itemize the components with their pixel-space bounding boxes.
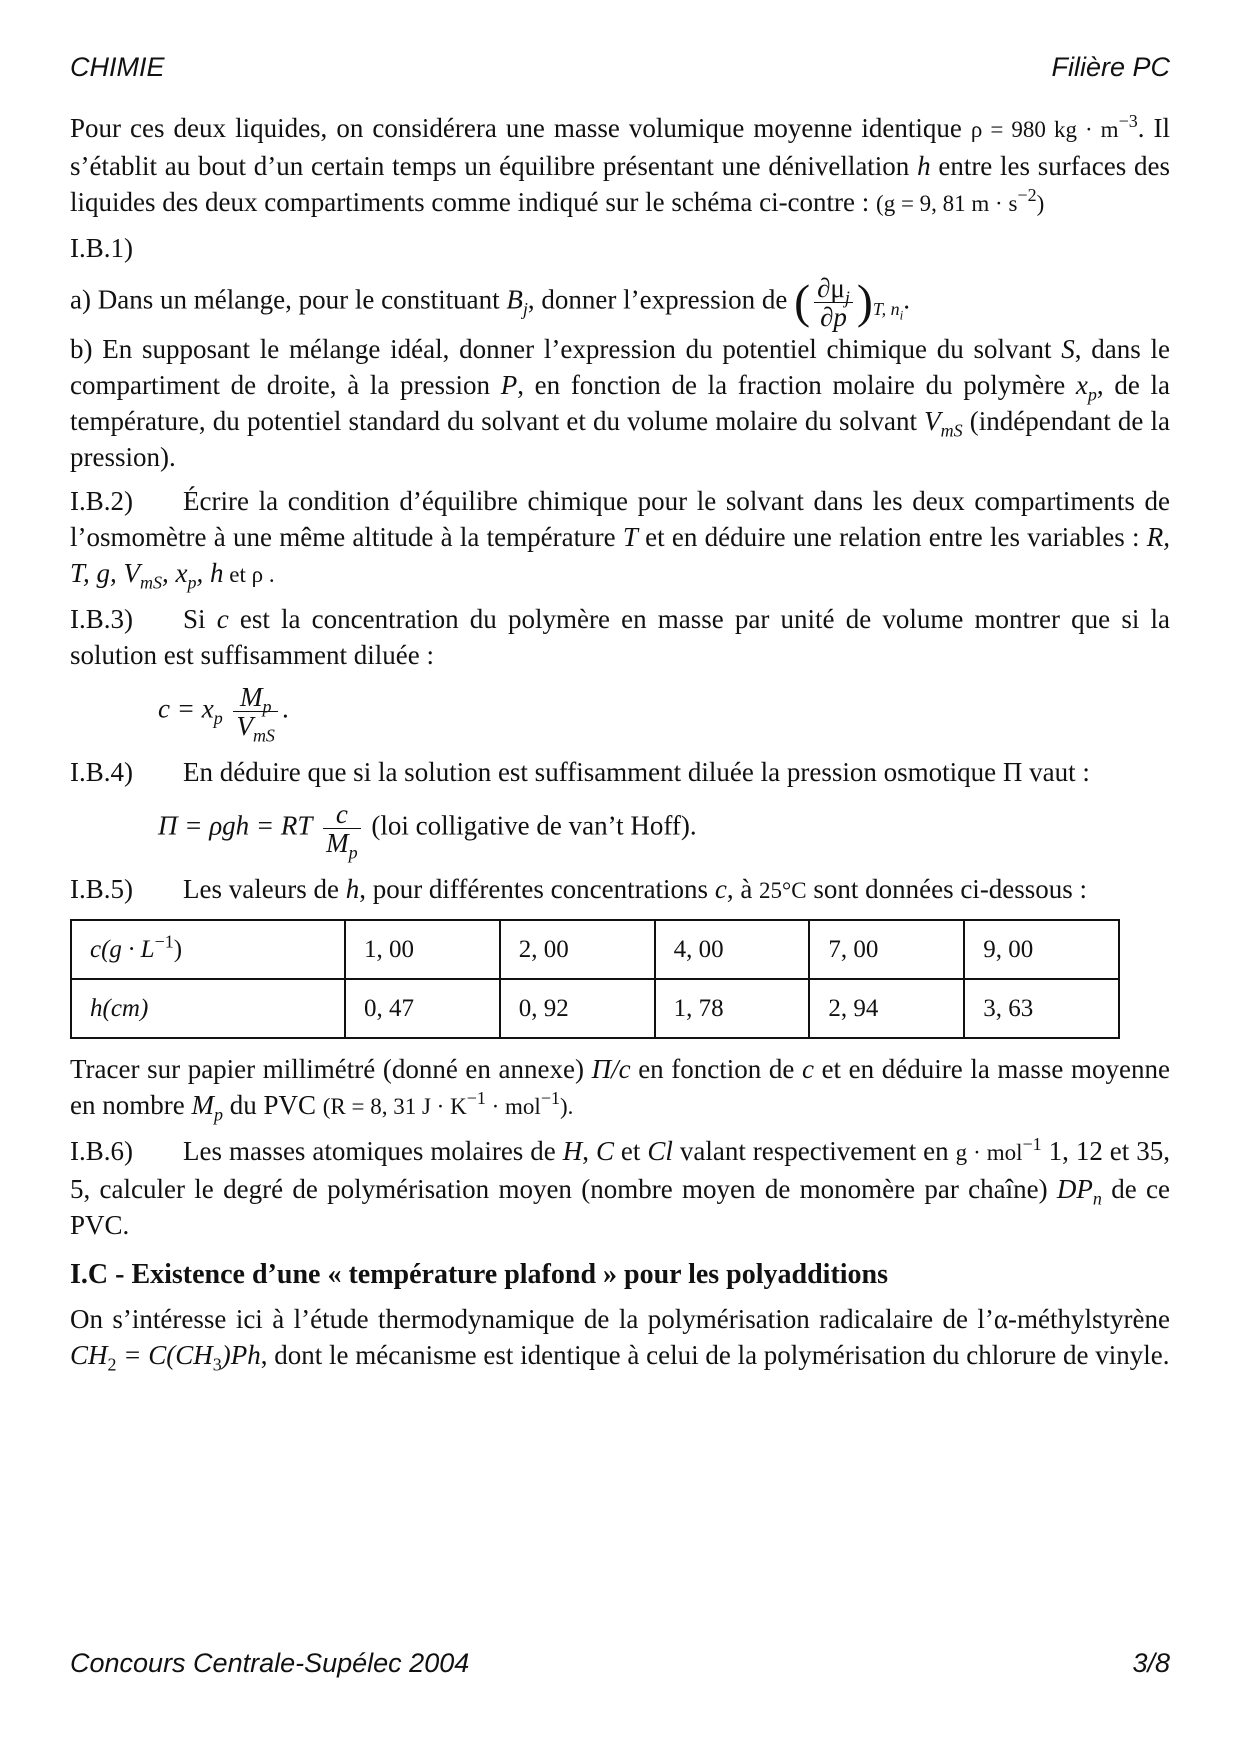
table-cell: 7, 00 [809,920,964,979]
section-ic-heading: I.C - Existence d’une « température plafond » pour les polyadditions [70,1259,889,1290]
table-row [71,920,1119,979]
equation-vant-hoff: Π = ρgh = RT $\frac{c}{M_p}$ (loi colligative de van’t Hoff). [158,799,697,863]
intro-paragraph: Pour ces deux liquides, on considérera une masse volumique moyenne identique ρ = 980 kg · $m^{-3}$. Il s’établit au bout d’un certain temps un équilibre présentant une dénivellation h entre les surfaces des liquides des deux compartiments comme indiqué sur le schéma ci-contre : (g = 9, 81 $m \cdot s^{-2}$) [70,111,1171,217]
table-cell: 3, 63 [964,979,1119,1038]
section-ib1-label: I.B.1) [70,233,133,263]
table-cell: 0, 92 [500,979,655,1038]
section-ic-paragraph: On s’intéresse ici à l’étude thermodynamique de la polymérisation radicalaire de l’α-méthylstyrène $CH_2 = C(CH_3)Ph$, dont le mécanisme est identique à celui de la polymérisation du chlorure de vinyle. [70,1304,1170,1375]
question-ib1-a: a) Dans un mélange, pour le constituant $B_j$, donner l’expression de ( $\frac{\partial\mu_j}{\partial p}$ )$_{T, n_i}$. [70,273,910,332]
equation-concentration: $c = x_p$ $\frac{M_p}{V_{mS}}$ . [158,682,289,746]
footer-exam: Concours Centrale-Supélec 2004 [70,1648,470,1678]
question-ib2: I.B.2) Écrire la condition d’équilibre chimique pour le solvant dans les deux compartiments de l’osmomètre à une même altitude à la température T et en déduire une relation entre les variables : R, T, g, $V_{mS}$, $x_p$, h et ρ . [70,486,1170,593]
table-row [71,979,1119,1038]
table-cell: 0, 47 [345,979,500,1038]
header-subject: CHIMIE [70,52,165,82]
question-ib5-plot: Tracer sur papier millimétré (donné en annexe) Π/c en fonction de c et en déduire la masse moyenne en nombre $M_p$ du PVC (R = 8, 31 $J \cdot K^{-1} \cdot mol^{-1}$). [70,1054,1170,1125]
derivative-fraction: $\frac{\partial\mu_j}{\partial p}$ [814,274,853,331]
table-cell: 2, 94 [809,979,964,1038]
question-ib4: I.B.4) En déduire que si la solution est suffisamment diluée la pression osmotique Π vaut : [70,757,1090,787]
table-row-header: h(cm) [71,979,345,1038]
page-body [70,110,1170,1381]
question-ib3: I.B.3) Si c est la concentration du polymère en masse par unité de volume montrer que si la solution est suffisamment diluée : [70,604,1170,670]
header-track: Filière PC [1051,52,1170,82]
data-table [70,919,1120,1039]
table-cell: 4, 00 [655,920,810,979]
question-ib1-b: b) En supposant le mélange idéal, donner l’expression du potentiel chimique du solvant S, dans le compartiment de droite, à la pression P, en fonction de la fraction molaire du polymère $x_p$, de la température, du potentiel standard du solvant et du volume molaire du solvant $V_{mS}$ (indépendant de la pression). [70,334,1170,472]
question-ib6: I.B.6) Les masses atomiques molaires de H, C et Cl valant respectivement en g · mol$^{-1}$ 1, 12 et 35, 5, calculer le degré de polymérisation moyen (nombre moyen de monomère par chaîne) $DP_n$ de ce PVC. [70,1134,1170,1240]
table-cell: 9, 00 [964,920,1119,979]
table-cell: 2, 00 [500,920,655,979]
question-ib5: I.B.5) Les valeurs de h, pour différentes concentrations c, à 25°C sont données ci-dessous : [70,874,1088,904]
footer-page-number: 3/8 [1132,1648,1170,1678]
table-cell: 1, 00 [345,920,500,979]
table-cell: 1, 78 [655,979,810,1038]
table-row-header: $c(g \cdot L^{-1})$ [71,920,345,979]
